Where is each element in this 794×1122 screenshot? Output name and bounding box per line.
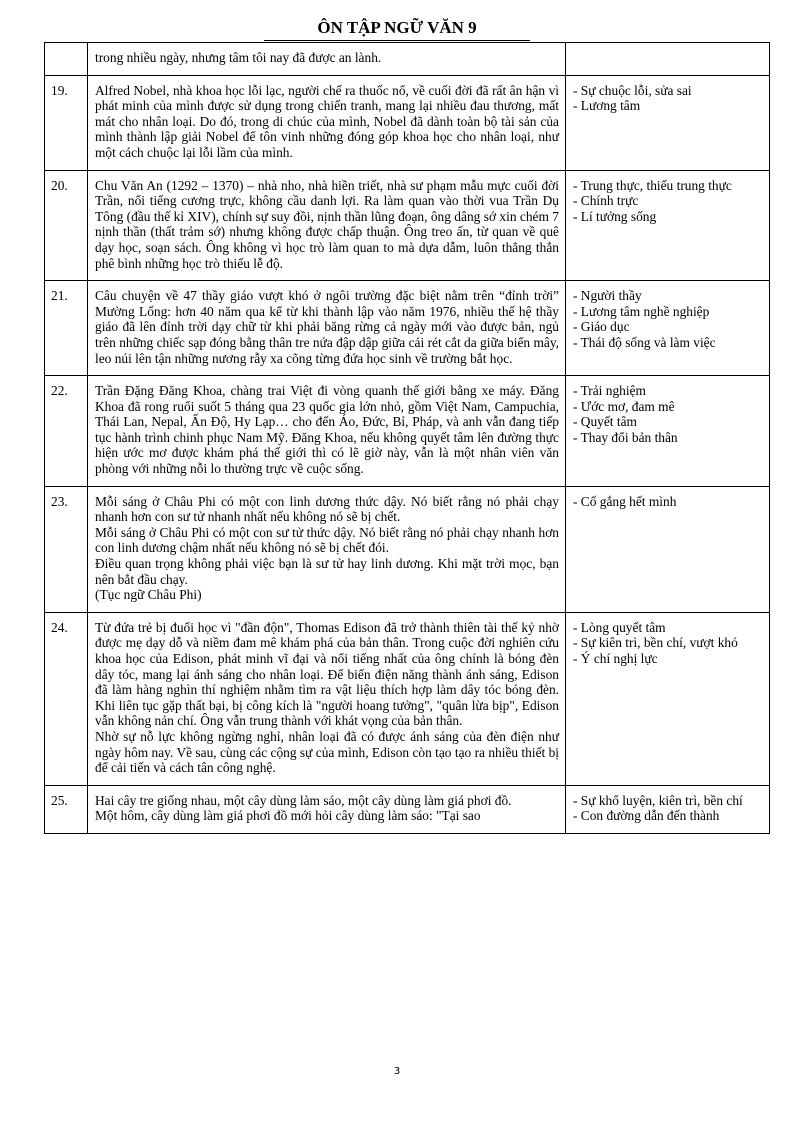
content-paragraph: Alfred Nobel, nhà khoa học lỗi lạc, người chế ra thuốc nổ, về cuối đời đã rất ân hận vì phát minh của mình được sử dụng trong chiến tranh, mang lại nhiều đau thương, mất mát cho nhân loại. Do đó, trong di chúc của mình, Nobel đã dành toàn bộ tài sản của mình thành lập giải Nobel để tôn vinh những đóng góp khoa học cho nhân loại, như một cách chuộc lại lỗi lầm của mình.	[95, 82, 559, 160]
row-content	[88, 785, 566, 833]
theme-item: - Trải nghiệm	[573, 383, 646, 399]
content-paragraph: Từ đứa trẻ bị đuổi học vì "đần độn", Thomas Edison đã trở thành thiên tài thế kỷ nhờ được mẹ dạy dỗ và niềm đam mê khám phá của bản thân. Trong cuộc đời nghiên cứu khoa học của Edison, phát minh vĩ đại và nổi tiếng nhất của ông chính là bóng đèn dây tóc, mang lại ánh sáng cho nhân loại. Để biến điện năng thành ánh sáng, Edison đã làm hàng nghìn thí nghiệm nhằm tìm ra vật liệu thích hợp làm dây tóc bóng đèn. Khi liên tục gặp thất bại, bị công kích là "người hoang tưởng", "quân lừa bịp", Edison vẫn không nản chí. Ông vẫn trung thành với khát vọng của bản thân.	[95, 619, 559, 729]
page-title: ÔN TẬP NGỮ VĂN 9	[317, 18, 477, 37]
theme-item: - Ước mơ, đam mê	[573, 398, 675, 414]
content-paragraph: Một hôm, cây dùng làm giá phơi đồ mới hỏi cây dùng làm sáo: "Tại sao	[95, 808, 481, 824]
content-paragraph: Mỗi sáng ở Châu Phi có một con linh dương thức dậy. Nó biết rằng nó phải chạy nhanh hơn con sư tử nhanh nhất nếu không nó sẽ bị chết.	[95, 493, 559, 525]
content-paragraph: Điều quan trọng không phải việc bạn là sư tử hay linh dương. Khi mặt trời mọc, bạn nên bắt đầu chạy.	[95, 556, 559, 587]
content-paragraph: Trần Đặng Đăng Khoa, chàng trai Việt đi vòng quanh thế giới bằng xe máy. Đăng Khoa đã rong ruổi suốt 5 tháng qua 23 quốc gia lớn nhỏ, gồm Việt Nam, Campuchia, Thái Lan, Nepal, Ấn Độ, Hy Lạp… cho đến Áo, Đức, Bỉ, Pháp, và anh vẫn đang tiếp tục hành trình chinh phục Nam Mỹ. Đăng Khoa, nếu không quyết tâm lên đường thực hiện ước mơ được khám phá thế giới thì có lẽ giờ này, vẫn là một nhân viên văn phòng với những nỗi lo thường trực về cuộc sống.	[95, 383, 559, 477]
page-number: 3	[393, 1066, 401, 1077]
content-paragraph: trong nhiều ngày, nhưng tâm tôi nay đã được an lành.	[95, 50, 382, 65]
theme-item: - Lương tâm	[573, 98, 641, 114]
table-body	[45, 43, 770, 834]
content-paragraph: Hai cây tre giống nhau, một cây dùng làm sáo, một cây dùng làm giá phơi đồ.	[95, 792, 512, 808]
row-number: 25.	[45, 785, 88, 833]
content-table	[44, 42, 770, 834]
row-content	[88, 75, 566, 170]
row-themes	[566, 376, 770, 487]
theme-item: - Thay đổi bản thân	[573, 429, 678, 445]
row-number: 20.	[45, 170, 88, 281]
table-row	[45, 281, 770, 376]
table-row	[45, 75, 770, 170]
row-number: 21.	[45, 281, 88, 376]
table-row	[45, 43, 770, 76]
row-content	[88, 170, 566, 281]
row-number: 19.	[45, 75, 88, 170]
row-themes	[566, 486, 770, 612]
table-row	[45, 170, 770, 281]
content-paragraph: (Tục ngữ Châu Phi)	[95, 587, 202, 603]
row-themes	[566, 170, 770, 281]
theme-item: - Sự khổ luyện, kiên trì, bền chí	[573, 792, 743, 808]
title-underline	[264, 40, 530, 41]
row-content	[88, 376, 566, 487]
row-content	[88, 486, 566, 612]
content-paragraph: Nhờ sự nỗ lực không ngừng nghỉ, nhân loại đã có được ánh sáng của đèn điện như ngày hôm nay. Về sau, cùng các cộng sự của mình, Edison còn tạo tạo ra nhiều thiết bị để cải tiến và cách tân công nghệ.	[95, 728, 559, 776]
row-number	[45, 43, 88, 76]
row-content	[88, 612, 566, 785]
table-row	[45, 612, 770, 785]
theme-item: - Người thầy	[573, 288, 642, 304]
theme-item: - Cố gắng hết mình	[573, 493, 677, 509]
row-themes	[566, 281, 770, 376]
theme-item: - Lương tâm nghề nghiệp	[573, 303, 710, 319]
row-content	[88, 43, 566, 76]
theme-item: - Ý chí nghị lực	[573, 651, 658, 666]
theme-item: - Quyết tâm	[573, 414, 637, 430]
row-number: 22.	[45, 376, 88, 487]
theme-item: - Trung thực, thiếu trung thực	[573, 177, 732, 193]
row-number: 24.	[45, 612, 88, 785]
theme-item: - Giáo dục	[573, 319, 630, 335]
theme-item: - Lòng quyết tâm	[573, 619, 666, 635]
table-row	[45, 486, 770, 612]
content-paragraph: Câu chuyện về 47 thầy giáo vượt khó ở ngôi trường đặc biệt nằm trên “đỉnh trời” Mường Lống: hơn 40 năm qua kể từ khi thành lập vào năm 1976, nhiều thế hệ thầy giáo đã lên đỉnh trời dạy chữ từ khi phải băng rừng cả ngày mới vào được bản, ngủ trên những chiếc sạp đóng bằng thân tre nứa đập dập giữa cái rét cắt da giữa biển mây, leo núi lên tận những nương rẫy xa cõng từng đứa học sinh về trường bắt học.	[95, 288, 559, 366]
theme-item: - Thái độ sống và làm việc	[573, 334, 716, 350]
theme-item: - Sự kiên trì, bền chí, vượt khó	[573, 635, 738, 651]
theme-item: - Con đường dẫn đến thành	[573, 808, 720, 824]
table-row	[45, 376, 770, 487]
content-paragraph: Mỗi sáng ở Châu Phi có một con sư tử thức dậy. Nó biết rằng nó phải chạy nhanh hơn con linh dương chậm nhất nếu không nó sẽ bị chết đói.	[95, 524, 559, 556]
theme-item: - Lí tưởng sống	[573, 208, 657, 224]
theme-item: - Sự chuộc lỗi, sửa sai	[573, 82, 692, 98]
row-themes	[566, 785, 770, 833]
row-number: 23.	[45, 486, 88, 612]
content-paragraph: Chu Văn An (1292 – 1370) – nhà nho, nhà hiền triết, nhà sư phạm mẫu mực cuối đời Trần, nổi tiếng cương trực, không cầu danh lợi. Ra làm quan vào thời vua Trần Dụ Tông (đầu thế kỉ XIV), chính sự suy đồi, nịnh thần lũng đoạn, ông dâng sớ xin chém 7 nịnh thần (thất trảm sớ) nhưng không được chấp thuận. Ông treo ấn, từ quan về quê dạy học, soạn sách. Ông không vì học trò làm quan to mà dựa dẫm, luôn thẳng thắn phê bình những học trò thiếu lễ độ.	[95, 177, 559, 271]
row-themes	[566, 75, 770, 170]
row-themes	[566, 612, 770, 785]
table-row	[45, 785, 770, 833]
row-themes	[566, 43, 770, 76]
theme-item: - Chính trực	[573, 193, 639, 209]
row-content	[88, 281, 566, 376]
